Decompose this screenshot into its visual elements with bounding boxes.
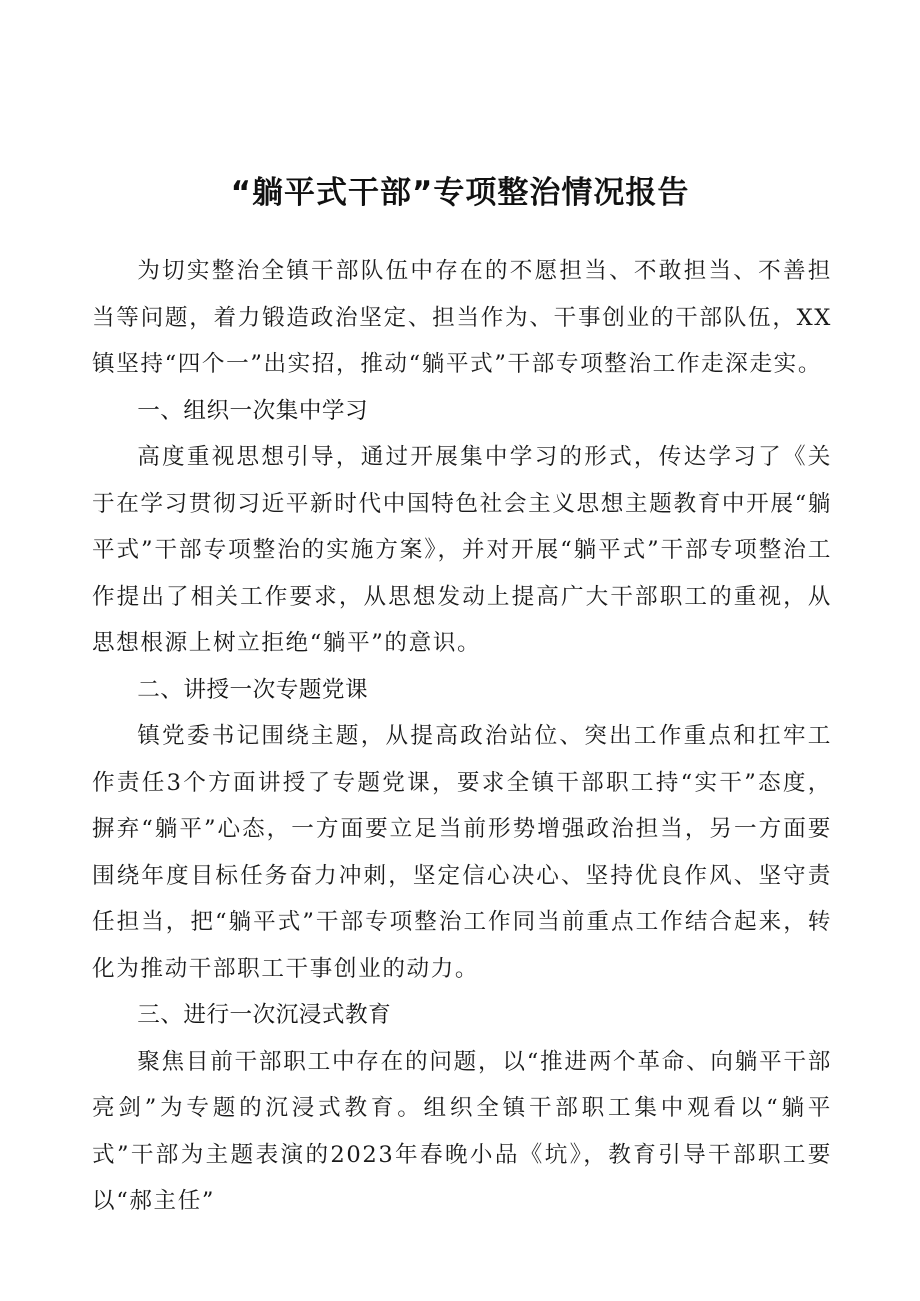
- section-body-3: 聚焦目前干部职工中存在的问题，以“推进两个革命、向躺平干部亮剑”为专题的沉浸式教育。组织全镇干部职工集中观看以“躺平式”干部为主题表演的2023年春晚小品《坑》，教育引导干部职工要以“郝主任”: [92, 1048, 832, 1214]
- document-title: “躺平式干部”专项整治情况报告: [230, 174, 690, 211]
- section-body-1: 高度重视思想引导，通过开展集中学习的形式，传达学习了《关于在学习贯彻习近平新时代中国特色社会主义思想主题教育中开展“躺平式”干部专项整治的实施方案》，并对开展“躺平式”干部专项整治工作提出了相关工作要求，从思想发动上提高广大干部职工的重视，从思想根源上树立拒绝“躺平”的意识。: [92, 444, 832, 656]
- section-body-2: 镇党委书记围绕主题，从提高政治站位、突出工作重点和扛牢工作责任3个方面讲授了专题党课，要求全镇干部职工持“实干”态度，摒弃“躺平”心态，一方面要立足当前形势增强政治担当，另一方面要围绕年度目标任务奋力冲刺，坚定信心决心、坚持优良作风、坚守责任担当，把“躺平式”干部专项整治工作同当前重点工作结合起来，转化为推动干部职工干事创业的动力。: [92, 723, 832, 982]
- section-heading-1: 一、组织一次集中学习: [137, 397, 369, 424]
- section-heading-3: 三、进行一次沉浸式教育: [137, 1002, 392, 1028]
- intro-paragraph: 为切实整治全镇干部队伍中存在的不愿担当、不敢担当、不善担当等问题，着力锻造政治坚定、担当作为、干事创业的干部队伍，XX镇坚持“四个一”出实招，推动“躺平式”干部专项整治工作走深走实。: [92, 258, 832, 377]
- section-heading-2: 二、讲授一次专题党课: [137, 676, 369, 703]
- document-body: [92, 248, 832, 1225]
